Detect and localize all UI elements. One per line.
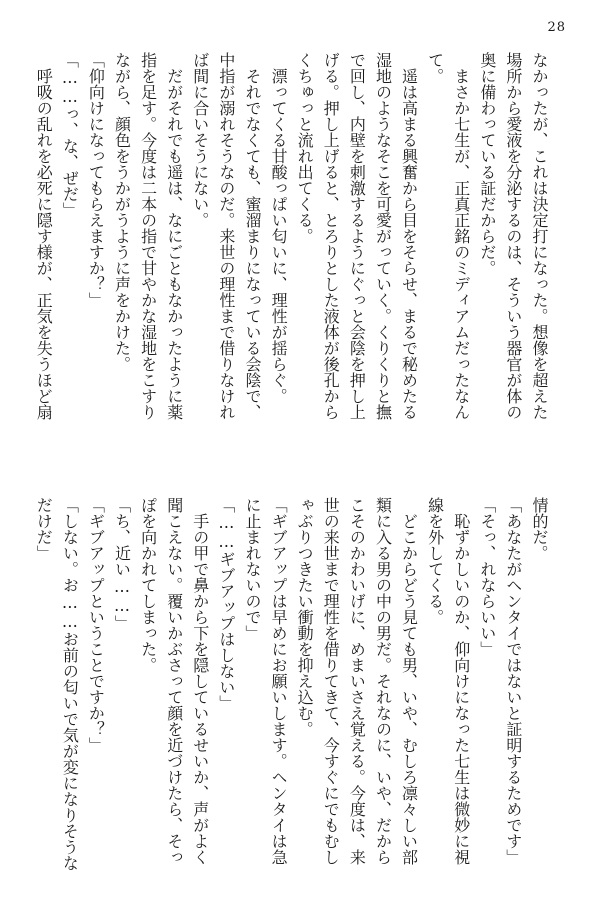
text-line: まさか七生が、正真正銘のミディアムだったなん xyxy=(451,52,471,420)
text-line: げる。押し上げると、とろりとした液体が後孔から xyxy=(321,52,341,420)
text-line: 「仰向けになってもらえますか？」 xyxy=(86,52,106,308)
text-line: 手の甲で鼻から下を隠しているせいか、声がよく xyxy=(190,497,210,865)
text-line: 「……っ、な、ぜだ」 xyxy=(60,52,80,218)
page-number: 28 xyxy=(547,20,566,35)
text-line: くちゅっと流れ出てくる。 xyxy=(295,52,315,244)
text-line: 奥に備わっている証だからだ。 xyxy=(477,52,497,276)
text-line: 漂ってくる甘酸っぱい匂いに、理性が揺らぐ。 xyxy=(269,52,289,404)
text-line: だけだ」 xyxy=(34,497,54,561)
text-line: 「しない。お……お前の匂いで気が変になりそうな xyxy=(60,497,80,871)
text-block-lower xyxy=(30,497,552,871)
text-line: 「あなたがヘンタイではないと証明するためです」 xyxy=(503,497,523,865)
text-line: て。 xyxy=(425,52,445,84)
text-line: 世の来世まで理性を借りてきて、今すぐにでもむし xyxy=(321,497,341,865)
text-line: ながら、顔色をうかがうように声をかけた。 xyxy=(112,52,132,372)
text-line: 「ち、近い……」 xyxy=(112,497,132,631)
text-line: だがそれでも遥は、なにごともなかったように薬 xyxy=(164,52,184,420)
text-line: ぽを向かれてしまった。 xyxy=(138,497,158,673)
text-line: 場所から愛液を分泌するのは、そういう器官が体の xyxy=(503,52,523,420)
text-line: 遥は高まる興奮から目をそらせ、まるで秘めたる xyxy=(399,52,419,420)
text-line: 線を外してくる。 xyxy=(425,497,445,625)
text-block-upper xyxy=(30,52,552,462)
text-line: 恥ずかしいのか、仰向けになった七生は微妙に視 xyxy=(451,497,471,865)
text-line: それでなくても、蜜溜まりになっている会陰で、 xyxy=(242,52,262,420)
text-line: 「ギブアップは早めにお願いします。ヘンタイは急 xyxy=(269,497,289,865)
text-line: ば間に合いそうにない。 xyxy=(190,52,210,228)
text-line: に止まれないので」 xyxy=(242,497,262,641)
text-line: 類に入る男の中の男だ。それなのに、いや、だから xyxy=(373,497,393,865)
text-line: で回し、内壁を刺激するようにぐっと会陰を押し上 xyxy=(347,52,367,420)
text-line: 「……ギブアップはしない」 xyxy=(216,497,236,711)
text-line: なかったが、これは決定打になった。想像を超えた xyxy=(530,52,549,420)
text-line: 情的だ。 xyxy=(530,497,549,561)
text-line: どこからどう見ても男、いや、むしろ凛々しい部 xyxy=(399,497,419,865)
text-line: 湿地のようなそこを可愛がっていく。くりくりと撫 xyxy=(373,52,393,420)
text-line: 呼吸の乱れを必死に隠す様が、正気を失うほど扇 xyxy=(34,52,54,420)
text-line: ゃぶりつきたい衝動を抑え込む。 xyxy=(295,497,315,737)
text-line: 中指が溺れそうなのだ。来世の理性まで借りなけれ xyxy=(216,52,236,420)
text-line: こそのかわいげに、めまいさえ覚える。今度は、来 xyxy=(347,497,367,865)
text-line: 指を足す。今度は二本の指で甘やかな湿地をこすり xyxy=(138,52,158,420)
text-line: 「ギブアップということですか？」 xyxy=(86,497,106,753)
text-line: 聞こえない。覆いかぶさって顔を近づけたら、そっ xyxy=(164,497,184,865)
text-line: 「そっ、れならいい」 xyxy=(477,497,497,657)
